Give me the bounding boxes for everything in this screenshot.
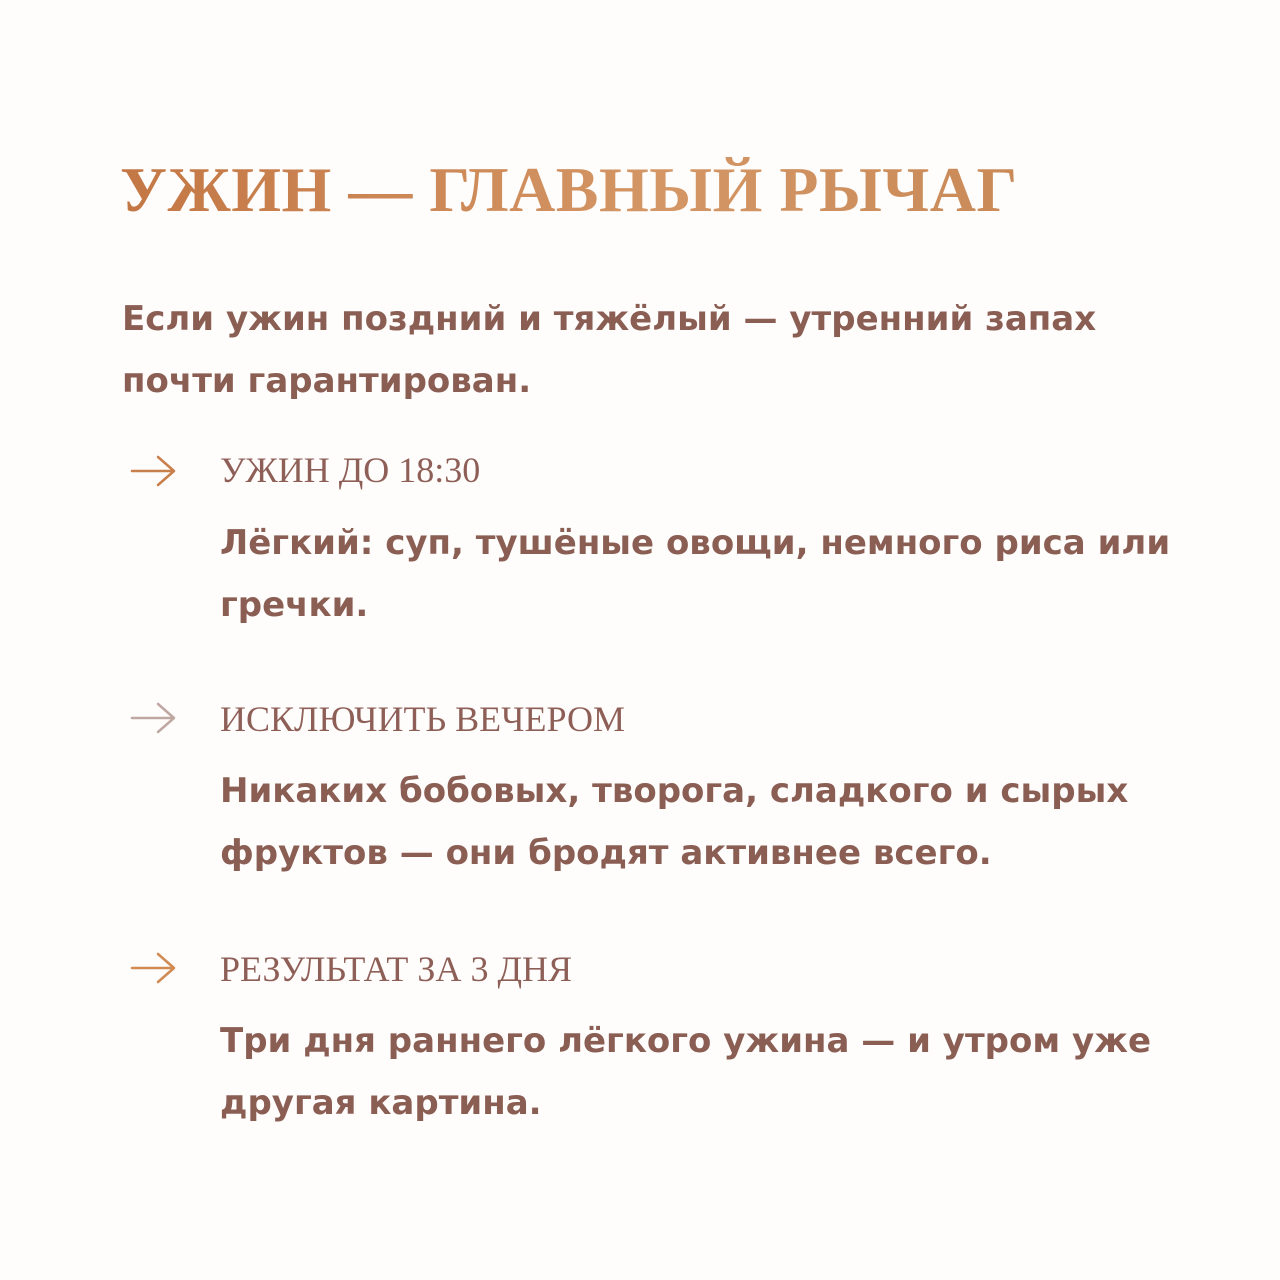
item-heading: ИСКЛЮЧИТЬ ВЕЧЕРОМ (220, 699, 625, 739)
arrow-right-icon (130, 951, 178, 985)
item-heading: РЕЗУЛЬТАТ ЗА 3 ДНЯ (220, 949, 573, 989)
arrow-right-icon (130, 701, 178, 735)
item-heading: УЖИН ДО 18:30 (220, 450, 481, 490)
item-text: Никаких бобовых, творога, сладкого и сырых фруктов — они бродят активнее всего. (220, 771, 1129, 873)
page-title: УЖИН — ГЛАВНЫЙ РЫЧАГ (120, 150, 1018, 230)
item-text: Три дня раннего лёгкого ужина — и утром уже другая картина. (220, 1021, 1152, 1123)
intro-text: Если ужин поздний и тяжёлый — утренний запах почти гарантирован. (122, 299, 1097, 401)
arrow-right-icon (130, 454, 178, 488)
item-text: Лёгкий: суп, тушёные овощи, немного риса или гречки. (220, 523, 1171, 625)
